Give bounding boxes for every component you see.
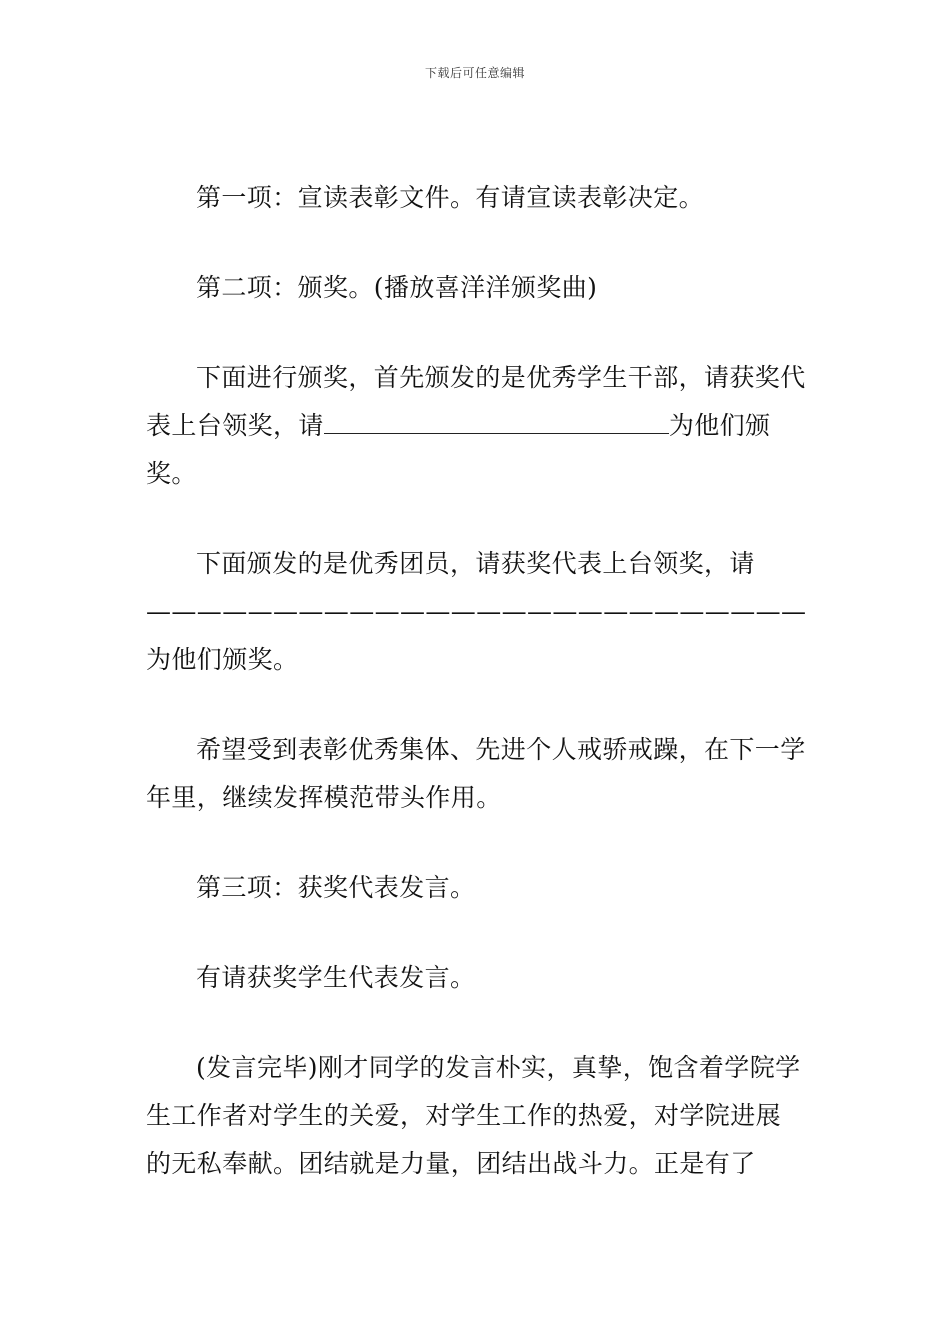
paragraph-item-2: 第二项：颁奖。(播放喜洋洋颁奖曲) xyxy=(196,273,598,302)
paragraph-invite-speech: 有请获奖学生代表发言。 xyxy=(196,963,476,992)
paragraph-award-members: 下面颁发的是优秀团员，请获奖代表上台领奖，请——————————————————————————为他们颁奖。 xyxy=(146,549,807,674)
page-header: 下载后可任意编辑 xyxy=(424,66,525,80)
paragraph-award-cadres-before: 下面进行颁奖，首先颁发的是优秀学生干部，请获奖代表上台领奖，请 xyxy=(146,363,806,440)
paragraph-award-cadres xyxy=(146,354,806,498)
document-body xyxy=(146,174,806,1230)
paragraph-award-cadres-after: 为他们颁奖。 xyxy=(146,411,771,488)
paragraph-hope: 希望受到表彰优秀集体、先进个人戒骄戒躁，在下一学年里，继续发挥模范带头作用。 xyxy=(146,735,806,812)
paragraph-speech-done: (发言完毕)刚才同学的发言朴实，真挚，饱含着学院学生工作者对学生的关爱，对学生工作的热爱，对学院进展的无私奉献。团结就是力量，团结出战斗力。正是有了 xyxy=(146,1053,801,1178)
fill-in-blank-line xyxy=(324,403,669,434)
paragraph-item-3: 第三项：获奖代表发言。 xyxy=(196,873,476,902)
paragraph-item-1: 第一项：宣读表彰文件。有请宣读表彰决定。 xyxy=(196,183,705,212)
